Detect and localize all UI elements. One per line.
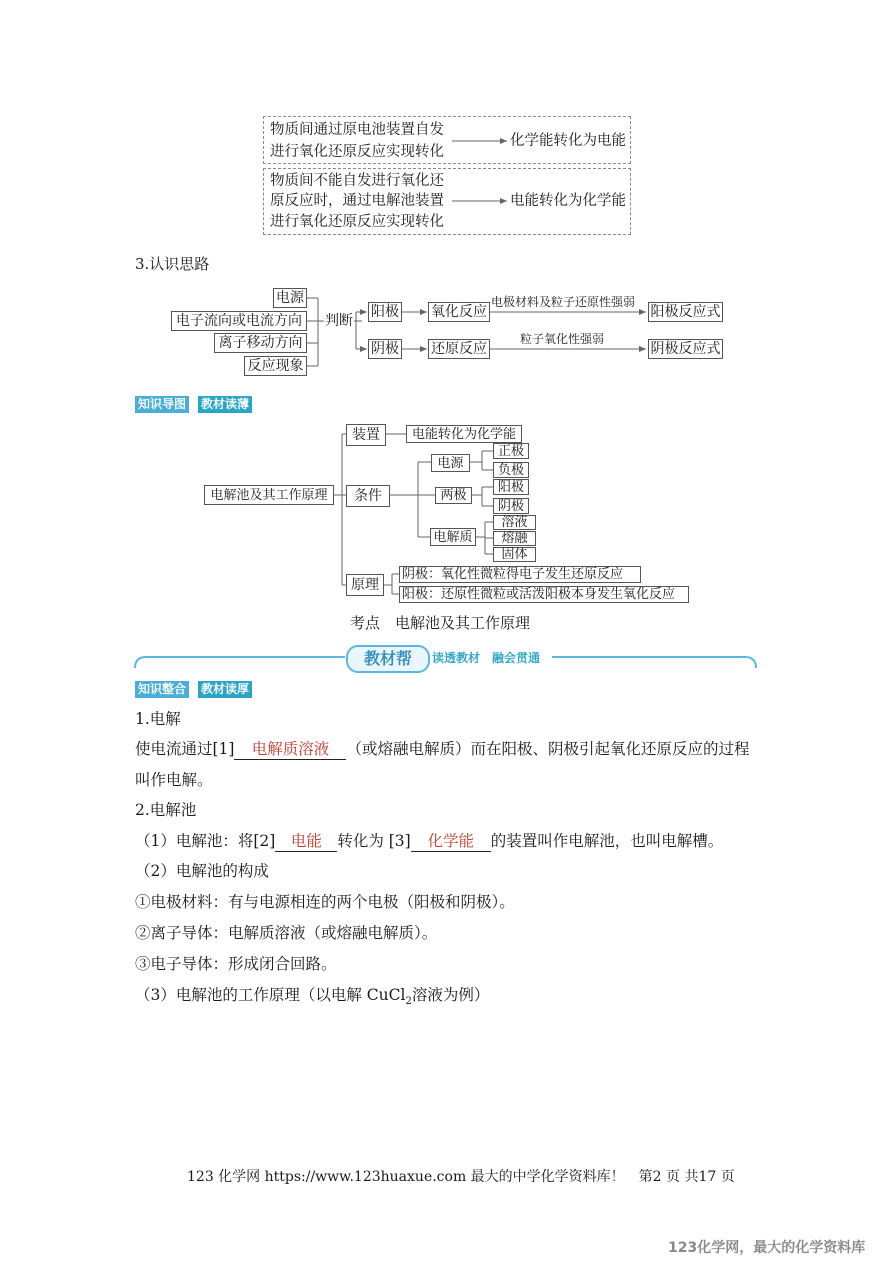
answer-blank-1: 电解质溶液: [234, 740, 346, 760]
answer-blank-3: 化学能: [411, 832, 491, 852]
knowledge-tag-2: 教材读厚: [198, 681, 252, 698]
paragraph-composition: （2）电解池的构成: [135, 862, 269, 880]
anode-equation-box: 阳极反应式: [648, 302, 723, 322]
node-principle: 原理: [346, 574, 384, 596]
box2-line-1: 物质间不能自发进行氧化还: [270, 173, 444, 189]
node-device: 装置: [346, 424, 386, 446]
factor-current-direction: 电子流向或电流方向: [171, 311, 307, 331]
node-solution: 溶液: [493, 515, 536, 530]
paragraph-electron-conductor: ③电子导体：形成闭合回路。: [135, 955, 337, 973]
node-principle-cathode: 阴极：氧化性微粒得电子发生还原反应: [399, 566, 641, 583]
banner-badge: [346, 645, 430, 673]
p7-part-a: （3）电解池的工作原理（以电解 CuCl: [135, 986, 406, 1004]
node-condition: 条件: [346, 485, 390, 507]
heading-electrolysis: 1.电解: [135, 710, 181, 728]
node-cathode: 阴极: [493, 498, 529, 514]
paragraph-cell-def: [135, 831, 723, 852]
node-electrodes: 两极: [435, 487, 472, 504]
p2-part-c: 的装置叫作电解池，也叫电解槽。: [490, 832, 724, 850]
paragraph-electrolysis-cont: 叫作电解。: [135, 771, 213, 789]
box1-line-2: 进行氧化还原反应实现转化: [270, 144, 444, 160]
topic-title: 考点 电解池及其工作原理: [350, 614, 531, 632]
answer-blank-2: 电能: [275, 832, 337, 852]
judge-label: 判断: [325, 313, 353, 329]
box1-line-1: 物质间通过原电池装置自发: [270, 122, 444, 138]
box2-line-3: 进行氧化还原反应实现转化: [270, 214, 444, 230]
watermark-text: 123化学网，最大的化学资料库: [668, 1240, 866, 1256]
knowledge-tag-1: 知识整合: [135, 681, 189, 698]
node-molten: 熔融: [493, 531, 536, 546]
p1-part-b: （或熔融电解质）而在阳极、阴极引起氧化还原反应的过程: [346, 740, 750, 758]
reduction-box: 还原反应: [428, 339, 490, 359]
cathode-equation-box: 阴极反应式: [648, 339, 723, 359]
p7-subscript: 2: [405, 996, 412, 1008]
p2-part-a: （1）电解池：将[2]: [135, 832, 276, 850]
node-power: 电源: [431, 454, 470, 472]
anode-arrow-label: 电极材料及粒子还原性强弱: [491, 295, 636, 309]
anode-box: 阳极: [368, 302, 402, 322]
box1-result: 化学能转化为电能: [510, 133, 626, 149]
paragraph-ion-conductor: ②离子导体：电解质溶液（或熔融电解质）。: [135, 924, 438, 942]
section3-heading: 3.认识思路: [135, 255, 210, 273]
footer-text: 123 化学网 https://www.123huaxue.com 最大的中学化学资料库！ 第2 页 共17 页: [187, 1169, 735, 1185]
mindmap-tag-2: 教材读薄: [198, 396, 252, 413]
node-principle-anode: 阳极：还原性微粒或活泼阳极本身发生氧化反应: [399, 586, 689, 603]
cathode-arrow-label: 粒子氧化性强弱: [520, 332, 605, 346]
mindmap-root: 电解池及其工作原理: [204, 485, 334, 505]
paragraph-electrode-material: ①电极材料：有与电源相连的两个电极（阳极和阴极）。: [135, 893, 515, 911]
node-anode: 阳极: [493, 479, 529, 495]
p1-part-a: 使电流通过[1]: [135, 740, 235, 758]
paragraph-electrolysis: [135, 739, 749, 760]
node-electrolyte: 电解质: [430, 528, 476, 546]
node-negative: 负极: [493, 462, 529, 478]
oxidation-box: 氧化反应: [428, 302, 490, 322]
factor-power: 电源: [273, 288, 307, 308]
box2-line-2: 原反应时，通过电解池装置: [270, 193, 444, 209]
factor-ion-migration: 离子移动方向: [214, 333, 307, 353]
node-device-desc: 电能转化为化学能: [406, 425, 522, 443]
heading-cell: 2.电解池: [135, 801, 197, 819]
box2-result: 电能转化为化学能: [510, 193, 626, 209]
banner-subtitle: 读透教材 融会贯通: [432, 651, 541, 665]
p7-part-b: 溶液为例）: [411, 986, 490, 1004]
node-solid: 固体: [493, 547, 536, 562]
factor-phenomenon: 反应现象: [244, 356, 307, 376]
cathode-box: 阴极: [368, 339, 402, 359]
node-positive: 正极: [493, 443, 529, 459]
p2-part-b: 转化为 [3]: [337, 832, 411, 850]
banner-title: 教材帮: [363, 649, 412, 668]
mindmap-tag-1: 知识导图: [135, 396, 189, 413]
paragraph-principle: [135, 985, 489, 1012]
